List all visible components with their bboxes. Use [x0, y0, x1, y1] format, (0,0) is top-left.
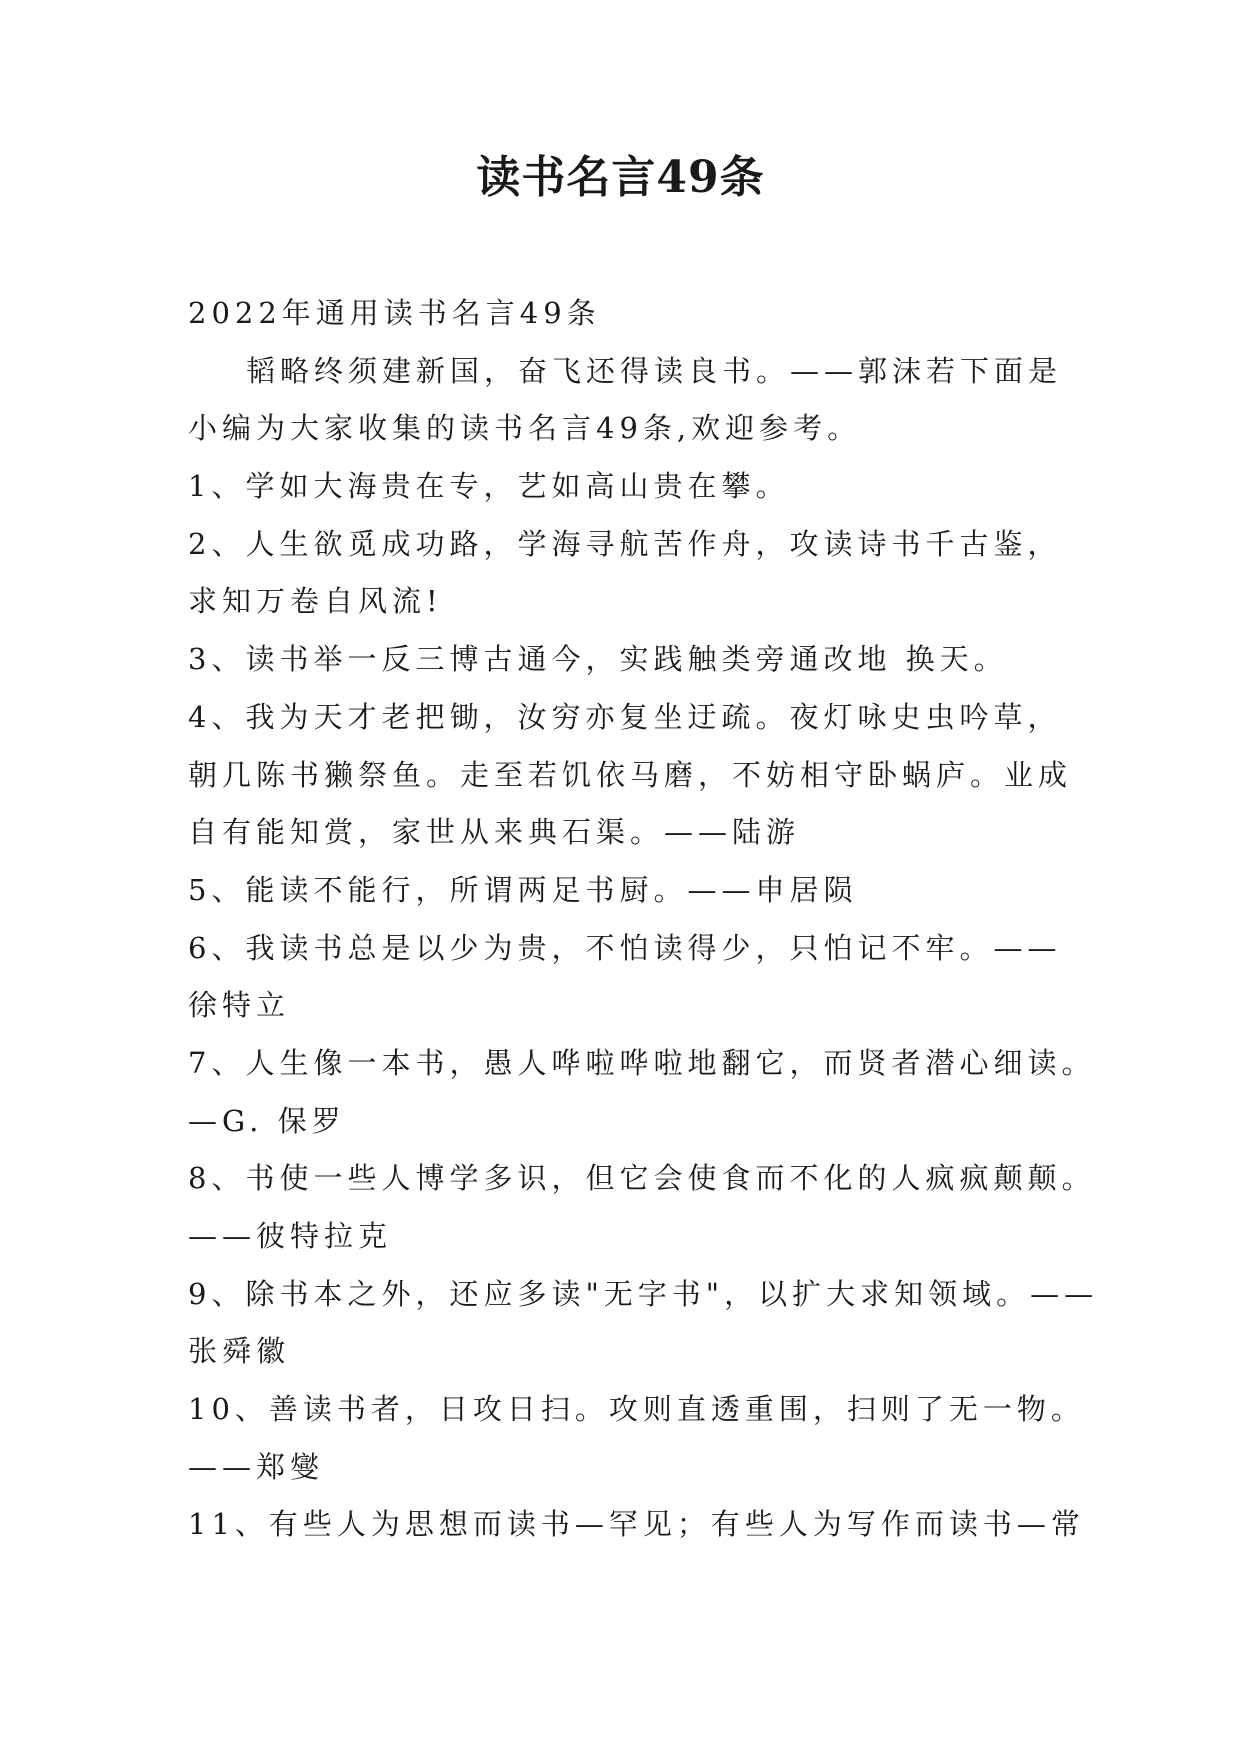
quote-line: 朝几陈书獭祭鱼。走至若饥依马磨，不妨相守卧蜗庐。业成	[188, 757, 1073, 792]
quote-line: 自有能知赏，家世从来典石渠。——陆游	[188, 815, 801, 850]
intro-line: 韬略终须建新国，奋飞还得读良书。——郭沫若下面是	[246, 353, 1063, 388]
quote-line: 徐特立	[188, 988, 291, 1023]
quote-line: 7、人生像一本书，愚人哗啦哗啦地翻它，而贤者潜心细读。	[188, 1045, 1096, 1080]
quote-line: ——郑燮	[188, 1449, 325, 1484]
quote-line: 3、读书举一反三博古通今，实践触类旁通改地 换天。	[188, 642, 1008, 677]
intro-line: 小编为大家收集的读书名言49条,欢迎参考。	[188, 411, 862, 446]
quote-line: 5、能读不能行，所谓两足书厨。——申居陨	[188, 872, 858, 907]
quote-line: 9、除书本之外，还应多读"无字书"，以扩大求知领域。——	[188, 1276, 1099, 1311]
quote-line: 10、善读书者，日攻日扫。攻则直透重围，扫则了无一物。	[188, 1392, 1085, 1427]
quote-line: ——彼特拉克	[188, 1219, 393, 1253]
quote-line: 2、人生欲觅成功路，学海寻航苦作舟，攻读诗书千古鉴，	[188, 526, 1062, 561]
document-body	[188, 285, 1099, 1554]
quote-line: 8、书使一些人博学多识，但它会使食而不化的人疯疯颠颠。	[188, 1161, 1096, 1196]
quote-line: 张舜徽	[188, 1334, 291, 1369]
quote-line: 11、有些人为思想而读书—罕见；有些人为写作而读书—常	[188, 1507, 1085, 1542]
subtitle-line: 2022年通用读书名言49条	[188, 296, 601, 330]
document-title: 读书名言49条	[476, 152, 765, 203]
quote-line: 6、我读书总是以少为贵，不怕读得少，只怕记不牢。——	[188, 930, 1062, 965]
quote-line: 4、我为天才老把锄，汝穷亦复坐迂疏。夜灯咏史虫吟草，	[188, 699, 1062, 734]
quote-line: 1、学如大海贵在专，艺如高山贵在攀。	[188, 469, 790, 504]
quote-line: —G. 保罗	[188, 1103, 346, 1138]
quote-line: 求知万卷自风流!	[188, 584, 443, 619]
